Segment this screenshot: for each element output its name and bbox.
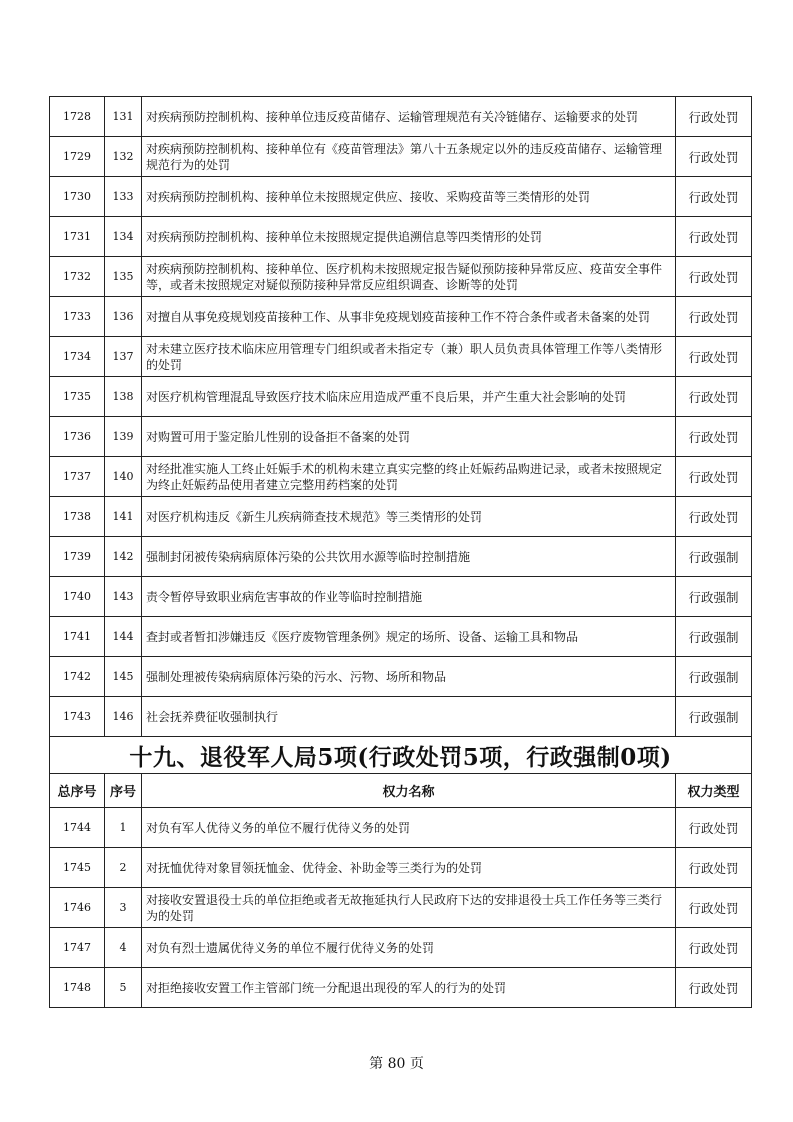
cell-power-type: 行政强制 [676, 537, 752, 577]
cell-power-type: 行政强制 [676, 577, 752, 617]
cell-power-name: 对负有军人优待义务的单位不履行优待义务的处罚 [142, 808, 676, 848]
cell-power-name: 对擅自从事免疫规划疫苗接种工作、从事非免疫规划疫苗接种工作不符合条件或者未备案的处罚 [142, 297, 676, 337]
cell-sequence: 4 [105, 928, 142, 968]
cell-power-type: 行政强制 [676, 657, 752, 697]
cell-total-number: 1744 [50, 808, 105, 848]
cell-total-number: 1741 [50, 617, 105, 657]
cell-total-number: 1736 [50, 417, 105, 457]
table-row [50, 848, 752, 888]
cell-power-type: 行政处罚 [676, 848, 752, 888]
cell-total-number: 1732 [50, 257, 105, 297]
table-row [50, 137, 752, 177]
cell-total-number: 1740 [50, 577, 105, 617]
cell-total-number: 1742 [50, 657, 105, 697]
cell-power-name: 强制处理被传染病病原体污染的污水、污物、场所和物品 [142, 657, 676, 697]
cell-sequence: 1 [105, 808, 142, 848]
cell-power-name: 对疾病预防控制机构、接种单位违反疫苗储存、运输管理规范有关冷链储存、运输要求的处罚 [142, 97, 676, 137]
cell-total-number: 1733 [50, 297, 105, 337]
cell-sequence: 2 [105, 848, 142, 888]
cell-power-type: 行政处罚 [676, 928, 752, 968]
cell-power-type: 行政处罚 [676, 497, 752, 537]
table-row [50, 457, 752, 497]
cell-power-type: 行政处罚 [676, 177, 752, 217]
cell-total-number: 1729 [50, 137, 105, 177]
table-row [50, 808, 752, 848]
cell-power-name: 对负有烈士遗属优待义务的单位不履行优待义务的处罚 [142, 928, 676, 968]
cell-total-number: 1745 [50, 848, 105, 888]
cell-power-name: 查封或者暂扣涉嫌违反《医疗废物管理条例》规定的场所、设备、运输工具和物品 [142, 617, 676, 657]
cell-power-type: 行政处罚 [676, 888, 752, 928]
page-number: 第 80 页 [369, 1056, 424, 1072]
cell-sequence: 144 [105, 617, 142, 657]
cell-power-name: 对疾病预防控制机构、接种单位有《疫苗管理法》第八十五条规定以外的违反疫苗储存、运输管理规范行为的处罚 [142, 137, 676, 177]
table-row [50, 177, 752, 217]
cell-sequence: 143 [105, 577, 142, 617]
cell-sequence: 142 [105, 537, 142, 577]
table-row [50, 577, 752, 617]
cell-power-name: 对未建立医疗技术临床应用管理专门组织或者未指定专（兼）职人员负责具体管理工作等八类情形的处罚 [142, 337, 676, 377]
table-body-veterans [50, 808, 752, 1008]
cell-sequence: 140 [105, 457, 142, 497]
table-row [50, 537, 752, 577]
cell-sequence: 136 [105, 297, 142, 337]
cell-power-type: 行政处罚 [676, 217, 752, 257]
table-body-health [50, 97, 752, 737]
header-power-type: 权力类型 [676, 774, 752, 808]
cell-total-number: 1746 [50, 888, 105, 928]
cell-power-name: 强制封闭被传染病病原体污染的公共饮用水源等临时控制措施 [142, 537, 676, 577]
cell-power-name: 对经批准实施人工终止妊娠手术的机构未建立真实完整的终止妊娠药品购进记录，或者未按照规定为终止妊娠药品使用者建立完整用药档案的处罚 [142, 457, 676, 497]
cell-total-number: 1739 [50, 537, 105, 577]
cell-sequence: 134 [105, 217, 142, 257]
cell-power-name: 对购置可用于鉴定胎儿性别的设备拒不备案的处罚 [142, 417, 676, 457]
section-title-row [50, 737, 752, 774]
cell-power-name: 责令暂停导致职业病危害事故的作业等临时控制措施 [142, 577, 676, 617]
cell-sequence: 132 [105, 137, 142, 177]
cell-sequence: 5 [105, 968, 142, 1008]
cell-power-name: 对疾病预防控制机构、接种单位、医疗机构未按照规定报告疑似预防接种异常反应、疫苗安全事件等，或者未按照规定对疑似预防接种异常反应组织调查、诊断等的处罚 [142, 257, 676, 297]
cell-power-type: 行政强制 [676, 617, 752, 657]
header-power-name: 权力名称 [142, 774, 676, 808]
cell-sequence: 139 [105, 417, 142, 457]
cell-sequence: 146 [105, 697, 142, 737]
cell-power-name: 社会抚养费征收强制执行 [142, 697, 676, 737]
cell-sequence: 145 [105, 657, 142, 697]
cell-total-number: 1738 [50, 497, 105, 537]
cell-sequence: 131 [105, 97, 142, 137]
cell-total-number: 1728 [50, 97, 105, 137]
cell-power-type: 行政处罚 [676, 337, 752, 377]
cell-power-type: 行政处罚 [676, 968, 752, 1008]
cell-total-number: 1735 [50, 377, 105, 417]
table-row [50, 617, 752, 657]
section-title: 十九、退役军人局5项(行政处罚5项，行政强制0项) [50, 737, 752, 774]
table-row [50, 497, 752, 537]
cell-total-number: 1737 [50, 457, 105, 497]
cell-total-number: 1743 [50, 697, 105, 737]
table-row [50, 257, 752, 297]
cell-power-name: 对拒绝接收安置工作主管部门统一分配退出现役的军人的行为的处罚 [142, 968, 676, 1008]
cell-sequence: 138 [105, 377, 142, 417]
cell-power-type: 行政处罚 [676, 297, 752, 337]
cell-power-type: 行政处罚 [676, 457, 752, 497]
table-row [50, 337, 752, 377]
cell-power-type: 行政强制 [676, 697, 752, 737]
table-row [50, 657, 752, 697]
cell-sequence: 135 [105, 257, 142, 297]
cell-sequence: 3 [105, 888, 142, 928]
cell-power-name: 对接收安置退役士兵的单位拒绝或者无故拖延执行人民政府下达的安排退役士兵工作任务等三类行为的处罚 [142, 888, 676, 928]
cell-total-number: 1747 [50, 928, 105, 968]
cell-power-type: 行政处罚 [676, 257, 752, 297]
cell-power-name: 对疾病预防控制机构、接种单位未按照规定供应、接收、采购疫苗等三类情形的处罚 [142, 177, 676, 217]
cell-sequence: 141 [105, 497, 142, 537]
table-row [50, 697, 752, 737]
cell-power-type: 行政处罚 [676, 377, 752, 417]
table-row [50, 297, 752, 337]
power-list-table [49, 96, 752, 1008]
cell-power-type: 行政处罚 [676, 808, 752, 848]
table-row [50, 377, 752, 417]
cell-power-name: 对医疗机构违反《新生儿疾病筛查技术规范》等三类情形的处罚 [142, 497, 676, 537]
cell-total-number: 1731 [50, 217, 105, 257]
table-row [50, 968, 752, 1008]
cell-power-type: 行政处罚 [676, 137, 752, 177]
table-row [50, 217, 752, 257]
header-total-number: 总序号 [50, 774, 105, 808]
table-row [50, 888, 752, 928]
cell-power-name: 对疾病预防控制机构、接种单位未按照规定提供追溯信息等四类情形的处罚 [142, 217, 676, 257]
table-row [50, 928, 752, 968]
cell-sequence: 137 [105, 337, 142, 377]
cell-power-type: 行政处罚 [676, 417, 752, 457]
table-header-row [50, 774, 752, 808]
table-row [50, 417, 752, 457]
cell-total-number: 1730 [50, 177, 105, 217]
table-row [50, 97, 752, 137]
cell-power-name: 对医疗机构管理混乱导致医疗技术临床应用造成严重不良后果，并产生重大社会影响的处罚 [142, 377, 676, 417]
cell-total-number: 1734 [50, 337, 105, 377]
cell-power-name: 对抚恤优待对象冒领抚恤金、优待金、补助金等三类行为的处罚 [142, 848, 676, 888]
cell-total-number: 1748 [50, 968, 105, 1008]
cell-power-type: 行政处罚 [676, 97, 752, 137]
header-sequence: 序号 [105, 774, 142, 808]
cell-sequence: 133 [105, 177, 142, 217]
